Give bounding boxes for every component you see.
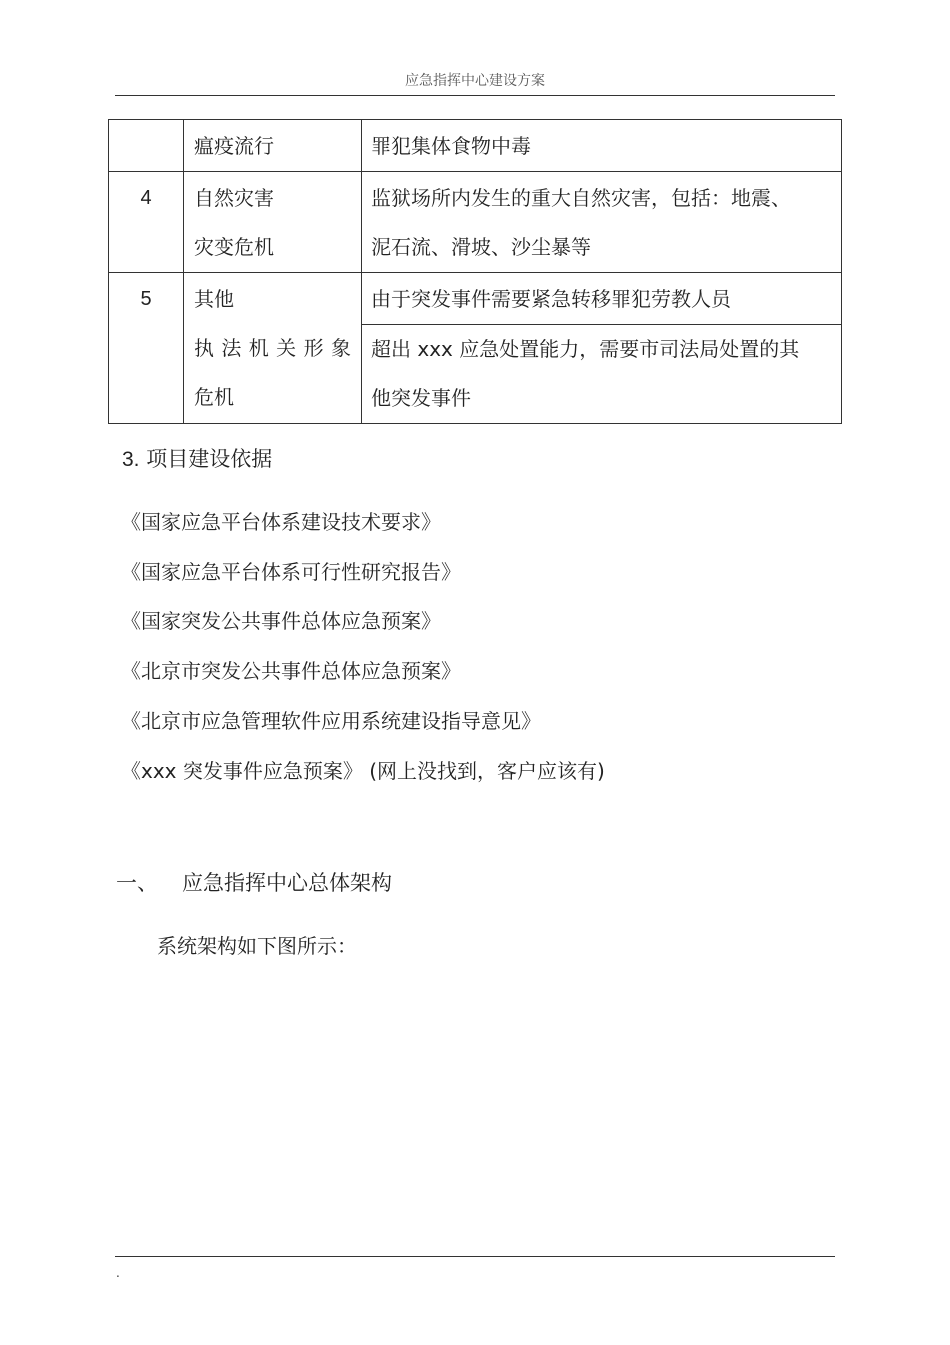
reference-item: 《xxx 突发事件应急预案》 (网上没找到，客户应该有)	[121, 759, 605, 783]
chapter-mark: 一、	[116, 871, 158, 895]
header-divider	[115, 95, 835, 96]
emergency-category-table	[108, 119, 842, 424]
reference-item: 《国家应急平台体系可行性研究报告》	[121, 560, 461, 584]
table-cell-category	[184, 273, 362, 424]
description-line: 泥石流、滑坡、沙尘暴等	[371, 235, 591, 259]
category-char: 关	[276, 336, 297, 360]
category-char: 象	[330, 336, 351, 360]
category-char: 机	[248, 336, 269, 360]
row-number: 5	[140, 288, 152, 310]
chapter-heading	[116, 867, 392, 897]
chapter-title: 应急指挥中心总体架构	[182, 871, 392, 895]
section-heading	[122, 443, 272, 473]
description-line: 超出 xxx 应急处置能力，需要市司法局处置的其	[371, 337, 800, 361]
category-char: 执	[194, 336, 214, 360]
table-cell-description	[362, 172, 842, 273]
table-cell-category	[184, 172, 362, 273]
section-number: 3.	[122, 448, 140, 471]
table-row	[109, 273, 842, 325]
description-line: 由于突发事件需要紧急转移罪犯劳教人员	[371, 287, 731, 311]
row-number	[109, 120, 183, 171]
row-number: 4	[140, 187, 152, 209]
category-line-justified	[194, 324, 361, 373]
category-line: 瘟疫流行	[194, 134, 274, 158]
section-title: 项目建设依据	[146, 447, 273, 471]
table-cell-description	[362, 120, 842, 172]
table-cell-number	[109, 120, 184, 172]
table-cell-category	[184, 120, 362, 172]
category-line: 自然灾害	[194, 186, 274, 210]
description-line: 他突发事件	[371, 386, 471, 410]
reference-item: 《北京市应急管理软件应用系统建设指导意见》	[121, 709, 541, 733]
table-row	[109, 120, 842, 172]
footer-mark: .	[116, 1266, 120, 1280]
reference-item: 《国家突发公共事件总体应急预案》	[121, 609, 441, 633]
description-line: 罪犯集体食物中毒	[371, 134, 531, 158]
reference-item: 《北京市突发公共事件总体应急预案》	[121, 659, 461, 683]
table-row	[109, 172, 842, 273]
table-cell-number	[109, 273, 184, 424]
category-line: 灾变危机	[194, 235, 274, 259]
table-cell-description	[362, 273, 842, 325]
body-paragraph: 系统架构如下图所示：	[157, 934, 357, 958]
table-cell-number	[109, 172, 184, 273]
category-char: 形	[303, 336, 324, 360]
footer-divider	[115, 1256, 835, 1257]
description-line: 监狱场所内发生的重大自然灾害，包括：地震、	[371, 186, 791, 210]
category-line: 其他	[194, 287, 234, 311]
category-char: 法	[221, 336, 242, 360]
reference-item: 《国家应急平台体系建设技术要求》	[121, 510, 441, 534]
table-cell-description	[362, 325, 842, 424]
category-line: 危机	[194, 385, 234, 409]
page-header-title: 应急指挥中心建设方案	[405, 73, 545, 89]
